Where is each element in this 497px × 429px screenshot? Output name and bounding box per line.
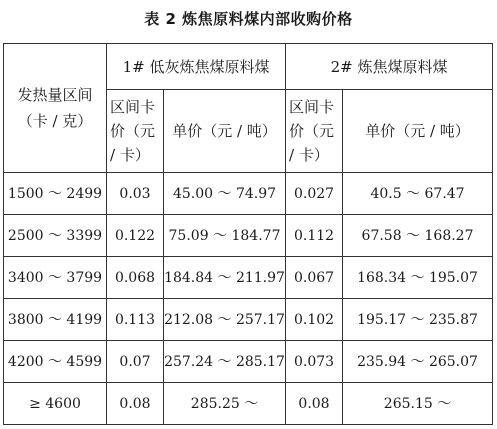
g2-interval-price-cell: 0.067 bbox=[286, 257, 343, 299]
table-row bbox=[4, 341, 493, 383]
g1-interval-price-cell: 0.08 bbox=[107, 383, 164, 425]
unit-price-header-1: 单价（元 / 吨） bbox=[164, 90, 286, 173]
range-cell: 3800 ～ 4199 bbox=[4, 299, 107, 341]
g2-interval-price-cell: 0.073 bbox=[286, 341, 343, 383]
interval-price-header-2 bbox=[286, 90, 343, 173]
g2-interval-price-cell: 0.112 bbox=[286, 215, 343, 257]
interval-price-header-1-line-3: / 卡） bbox=[110, 146, 150, 164]
g2-interval-price-cell: 0.08 bbox=[286, 383, 343, 425]
interval-price-header-1-line-2: 价（元 bbox=[110, 122, 156, 140]
g2-interval-price-cell: 0.027 bbox=[286, 173, 343, 215]
g2-interval-price-cell: 0.102 bbox=[286, 299, 343, 341]
table-row bbox=[4, 383, 493, 425]
g1-interval-price-cell: 0.068 bbox=[107, 257, 164, 299]
range-cell: 4200 ～ 4599 bbox=[4, 341, 107, 383]
row-header-line-1: 发热量区间 bbox=[17, 86, 93, 104]
table-row bbox=[4, 257, 493, 299]
g1-unit-price-cell: 257.24 ～ 285.17 bbox=[164, 341, 286, 383]
interval-price-header-1 bbox=[107, 90, 164, 173]
table-body bbox=[4, 173, 493, 425]
interval-price-header-2-line-1: 区间卡 bbox=[289, 98, 335, 116]
g2-unit-price-cell: 67.58 ～ 168.27 bbox=[343, 215, 493, 257]
table-row bbox=[4, 173, 493, 215]
row-header bbox=[4, 44, 107, 173]
table-row bbox=[4, 215, 493, 257]
g1-interval-price-cell: 0.122 bbox=[107, 215, 164, 257]
g2-unit-price-cell: 235.94 ～ 265.07 bbox=[343, 341, 493, 383]
g1-unit-price-cell: 212.08 ～ 257.17 bbox=[164, 299, 286, 341]
g2-unit-price-cell: 195.17 ～ 235.87 bbox=[343, 299, 493, 341]
g1-interval-price-cell: 0.07 bbox=[107, 341, 164, 383]
row-header-line-2: （卡 / 克） bbox=[17, 112, 93, 130]
g1-unit-price-cell: 45.00 ～ 74.97 bbox=[164, 173, 286, 215]
price-table bbox=[3, 43, 493, 425]
table-title: 表 2 炼焦原料煤内部收购价格 bbox=[144, 10, 353, 28]
g1-unit-price-cell: 285.25 ～ bbox=[164, 383, 286, 425]
group-header-2: 2# 炼焦煤原料煤 bbox=[286, 44, 493, 90]
g2-unit-price-cell: 40.5 ～ 67.47 bbox=[343, 173, 493, 215]
unit-price-header-2: 单价（元 / 吨） bbox=[343, 90, 493, 173]
table-row bbox=[4, 299, 493, 341]
range-cell: ≥ 4600 bbox=[4, 383, 107, 425]
range-cell: 3400 ～ 3799 bbox=[4, 257, 107, 299]
g2-unit-price-cell: 265.15 ～ bbox=[343, 383, 493, 425]
interval-price-header-1-line-1: 区间卡 bbox=[110, 98, 156, 116]
interval-price-header-2-line-2: 价（元 bbox=[289, 122, 335, 140]
g1-interval-price-cell: 0.03 bbox=[107, 173, 164, 215]
g1-interval-price-cell: 0.113 bbox=[107, 299, 164, 341]
range-cell: 2500 ～ 3399 bbox=[4, 215, 107, 257]
g1-unit-price-cell: 75.09 ～ 184.77 bbox=[164, 215, 286, 257]
group-header-1: 1# 低灰炼焦煤原料煤 bbox=[107, 44, 286, 90]
g1-unit-price-cell: 184.84 ～ 211.97 bbox=[164, 257, 286, 299]
g2-unit-price-cell: 168.34 ～ 195.07 bbox=[343, 257, 493, 299]
interval-price-header-2-line-3: / 卡） bbox=[289, 146, 329, 164]
range-cell: 1500 ～ 2499 bbox=[4, 173, 107, 215]
